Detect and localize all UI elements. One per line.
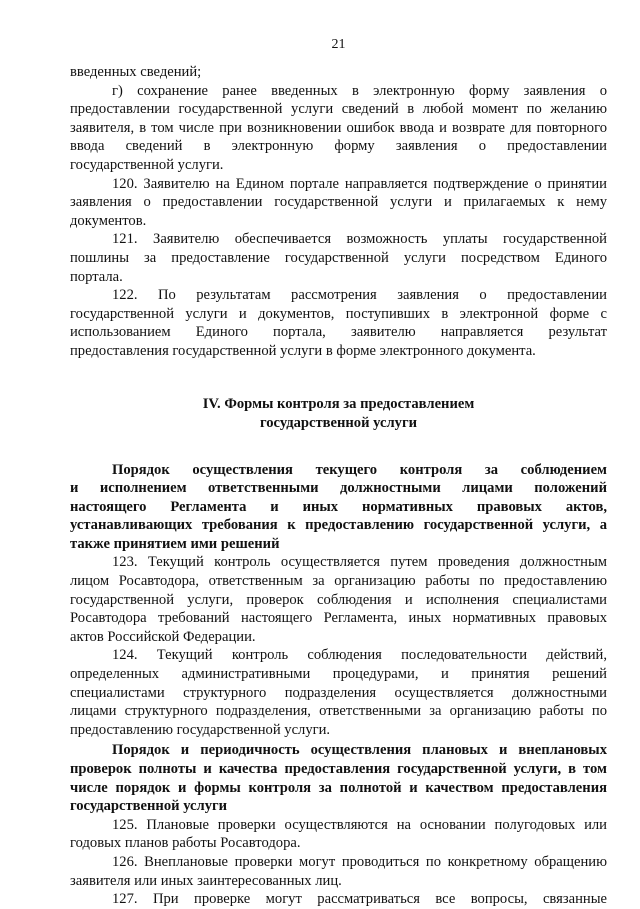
document-body bbox=[70, 63, 607, 909]
paragraph-122 bbox=[70, 286, 607, 360]
text-line: также принятием ими решений bbox=[70, 535, 280, 552]
text-line: проверок полноты и качества предоставления государственной услуги, в том bbox=[70, 761, 607, 777]
paragraph-item-g bbox=[70, 82, 607, 175]
text-line: Порядок осуществления текущего контроля за соблюдением bbox=[112, 461, 607, 478]
text-line: документов. bbox=[70, 212, 147, 229]
text-line: ввода сведений в электронную форму заявления о предоставлении bbox=[70, 138, 607, 155]
paragraph-125 bbox=[70, 816, 607, 853]
section-title-line: государственной услуги bbox=[259, 414, 418, 431]
text-line: 127. При проверке могут рассматриваться все вопросы, связанные bbox=[112, 891, 607, 908]
text-line: государственной услуги, проверок соблюдения и исполнения специалистами bbox=[70, 591, 607, 608]
text-line: портала. bbox=[70, 268, 123, 285]
page-number: 21 bbox=[331, 37, 346, 52]
text-line: государственной услуги. bbox=[70, 156, 224, 173]
text-line: настоящего Регламента и иных нормативных правовых актов, bbox=[70, 498, 607, 515]
spacer bbox=[70, 433, 607, 461]
text-line: Росавтодора требований настоящего Регламента, иных нормативных правовых bbox=[70, 610, 607, 627]
text-line: Порядок и периодичность осуществления плановых и внеплановых bbox=[112, 742, 607, 759]
text-line: 126. Внеплановые проверки могут проводиться по конкретному обращению bbox=[112, 853, 607, 870]
spacer bbox=[70, 361, 607, 395]
text-line: устанавливающих требования к предоставлению государственной услуги, а bbox=[70, 517, 607, 534]
text-line: использованием Единого портала, заявителю направляется результат bbox=[70, 324, 607, 341]
text-line: определенных административными процедурами, и принятия решений bbox=[70, 666, 607, 683]
text-line: пошлины за предоставление государственной услуги посредством Единого bbox=[70, 249, 607, 266]
paragraph-121 bbox=[70, 230, 607, 286]
text-line: предоставлении государственной услуги сведений в любой момент по желанию bbox=[70, 101, 607, 118]
section-title-line: IV. Формы контроля за предоставлением bbox=[202, 395, 475, 412]
text-line: предоставления государственной услуги в форме электронного документа. bbox=[70, 342, 536, 359]
paragraph-126 bbox=[70, 853, 607, 890]
text-line: заявления о предоставлении государственной услуги и прилагаемых к нему bbox=[70, 194, 607, 211]
text-line: введенных сведений; bbox=[70, 64, 202, 80]
text-line: и исполнением ответственными должностными лицами положений bbox=[70, 480, 607, 497]
paragraph-127 bbox=[70, 890, 607, 909]
paragraph-120 bbox=[70, 175, 607, 231]
subheading-planned-checks bbox=[70, 741, 607, 815]
text-line: предоставлению государственной услуги. bbox=[70, 721, 331, 738]
text-line: актов Российской Федерации. bbox=[70, 628, 256, 645]
text-line: г) сохранение ранее введенных в электронную форму заявления о bbox=[112, 82, 607, 99]
section-title bbox=[70, 395, 607, 433]
text-line: заявителя, в том числе при возникновении ошибок ввода и возврате для повторного bbox=[70, 119, 607, 136]
text-line: лицом Росавтодора, ответственным за организацию работы по предоставлению bbox=[70, 573, 607, 590]
text-line: лицами структурного подразделения, ответственными за организацию работы по bbox=[70, 703, 607, 720]
paragraph-123 bbox=[70, 553, 607, 646]
text-line: 120. Заявителю на Едином портале направляется подтверждение о принятии bbox=[112, 175, 607, 192]
paragraph-124 bbox=[70, 646, 607, 739]
text-line: специалистами структурного подразделения осуществляется должностными bbox=[70, 684, 607, 701]
text-line: 125. Плановые проверки осуществляются на основании полугодовых или bbox=[112, 816, 607, 833]
text-line: годовых планов работы Росавтодора. bbox=[70, 835, 301, 852]
text-line: 123. Текущий контроль осуществляется путем проведения должностным bbox=[112, 554, 607, 571]
text-line: 121. Заявителю обеспечивается возможность уплаты государственной bbox=[112, 231, 607, 248]
text-line: 124. Текущий контроль соблюдения последовательности действий, bbox=[112, 647, 607, 664]
text-line: 122. По результатам рассмотрения заявления о предоставлении bbox=[112, 287, 607, 304]
text-line: заявителя или иных заинтересованных лиц. bbox=[70, 872, 342, 889]
paragraph-intro-tail bbox=[70, 63, 607, 82]
document-page bbox=[70, 0, 607, 908]
text-line: числе порядок и формы контроля за полнотой и качеством предоставления bbox=[70, 779, 607, 796]
text-line: государственной услуги bbox=[70, 798, 228, 815]
subheading-current-control bbox=[70, 461, 607, 554]
text-line: государственной услуги и документов, поступивших в электронной форме с bbox=[70, 305, 607, 322]
